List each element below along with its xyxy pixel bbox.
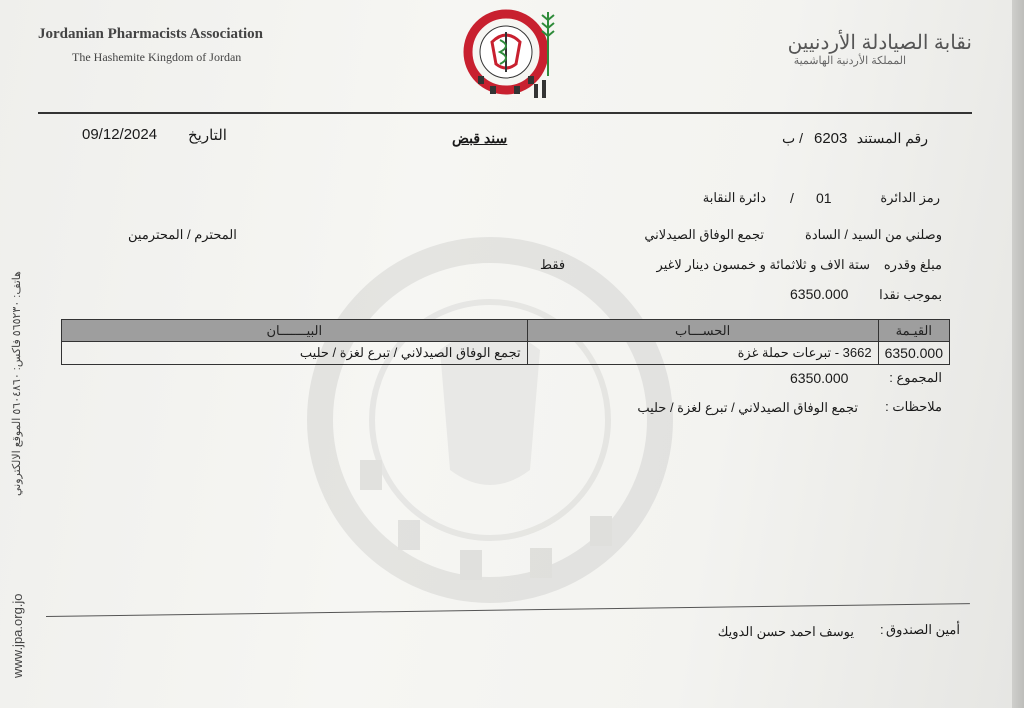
header-divider xyxy=(38,112,972,114)
payment-label: بموجب نقدا xyxy=(879,287,942,302)
received-from-value: تجمع الوفاق الصيدلاني xyxy=(644,227,764,242)
amount-words: ستة الاف و ثلاثمائة و خمسون دينار لاغير xyxy=(656,257,870,272)
circle-code-value: 01 xyxy=(816,190,832,206)
row-value: 6350.000 xyxy=(878,342,949,365)
honorific-text: المحترم / المحترمين xyxy=(128,227,237,242)
header-value: القيـمة xyxy=(878,320,949,342)
cashier-name: يوسف احمد حسن الدويك xyxy=(717,624,854,639)
circle-name: دائرة النقابة xyxy=(702,190,766,205)
total-label: المجموع : xyxy=(889,370,942,385)
payment-amount: 6350.000 xyxy=(790,286,849,302)
side-contact-strip xyxy=(4,170,34,680)
contacts-text: هاتف: ٥٦٥٢٣٠ فاكس: ٥٦٠٤٨٦٠ الموقع الالكتروني xyxy=(11,271,23,496)
doc-number-label: رقم المستند xyxy=(856,130,928,146)
org-name-ar: نقابة الصيادلة الأردنيين xyxy=(787,32,972,54)
received-from-label: وصلني من السيد / السادة xyxy=(805,227,942,242)
header-description: البيـــــــان xyxy=(62,320,528,342)
notes-label: ملاحظات : xyxy=(885,399,942,414)
amount-label: مبلغ وقدره xyxy=(883,257,942,272)
amount-only: فقط xyxy=(540,257,566,272)
doc-number-value: 6203 xyxy=(814,130,848,147)
document-title: سند قبض xyxy=(452,130,508,146)
date-value: 09/12/2024 xyxy=(82,126,158,143)
cashier-label: أمين الصندوق xyxy=(886,622,960,637)
org-name-en: Jordanian Pharmacists Association xyxy=(38,26,264,42)
row-account: 3662 - تبرعات حملة غزة xyxy=(527,342,878,365)
circle-code-sep: / xyxy=(790,190,794,206)
notes-value: تجمع الوفاق الصيدلاني / تبرع لغزة / حليب xyxy=(637,400,858,415)
country-name-en: The Hashemite Kingdom of Jordan xyxy=(72,50,242,64)
table-header-row xyxy=(62,320,950,342)
row-description: تجمع الوفاق الصيدلاني / تبرع لغزة / حليب xyxy=(62,342,528,365)
circle-code-label: رمز الدائرة xyxy=(880,190,940,205)
paper-edge xyxy=(1012,0,1024,708)
table-row xyxy=(62,342,950,365)
header-account: الحســـاب xyxy=(527,320,878,342)
cashier-sep: : xyxy=(880,622,884,637)
watermark-seal-icon xyxy=(290,230,710,610)
website-text: www.jpa.org.jo xyxy=(10,593,25,678)
date-label: التاريخ xyxy=(188,127,227,144)
receipt-table xyxy=(61,319,950,365)
doc-number-suffix: / ب xyxy=(782,130,803,146)
country-name-ar: المملكة الأردنية الهاشمية xyxy=(793,55,906,67)
jpa-seal-icon xyxy=(462,6,570,106)
total-value: 6350.000 xyxy=(790,370,849,386)
